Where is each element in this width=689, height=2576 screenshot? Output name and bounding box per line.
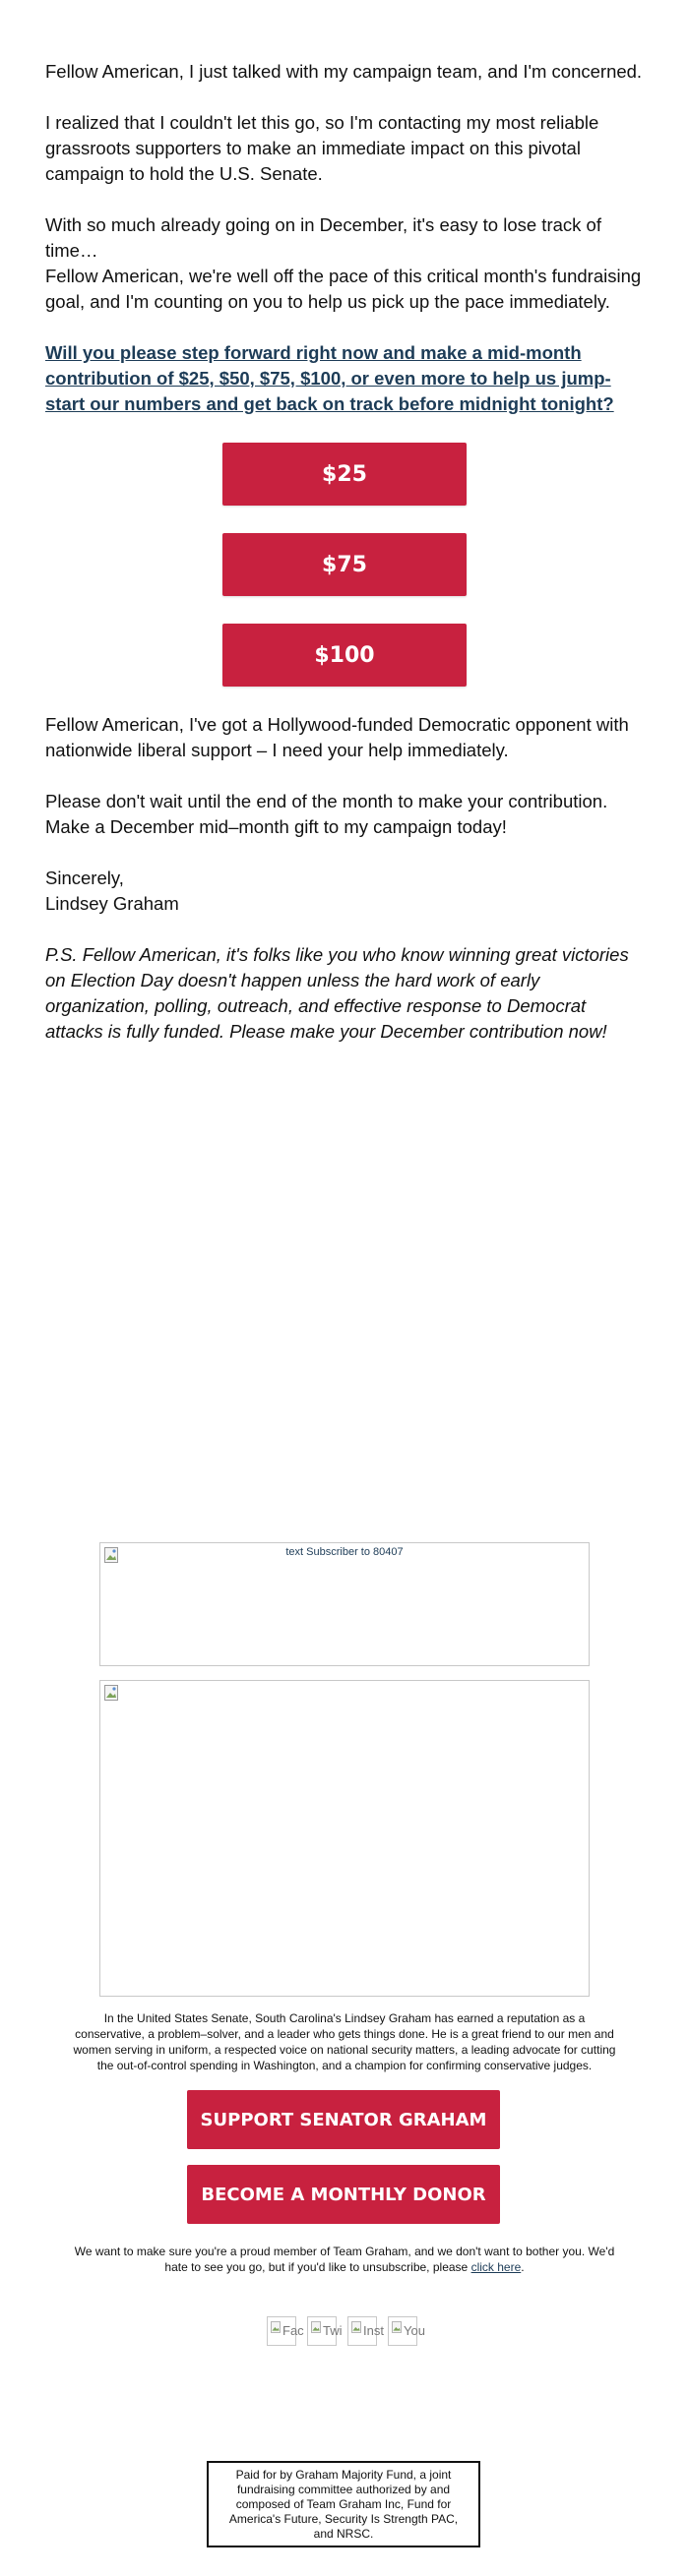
text-subscribe-banner-image[interactable] [99,1542,590,1666]
instagram-icon[interactable] [347,2316,384,2346]
signature-name: Lindsey Graham [45,893,179,914]
twitter-alt-text: Twi [323,2323,343,2338]
unsubscribe-text: We want to make sure you're a proud member of Team Graham, and we don't want to bother you. We'd hate to see you go, but if you'd like to unsubscribe, please [74,2245,615,2274]
letter-paragraph-2: I realized that I couldn't let this go, so I'm contacting my most reliable grassroots supporters to make an immediate impact on this pivotal campaign to hold the U.S. Senate. [45,112,599,184]
donate-100-button[interactable]: $100 [222,624,467,687]
broken-image-icon [271,2321,281,2333]
text-subscribe-alt-text: text Subscriber to 80407 [285,1546,404,1558]
senator-photo-image [99,1680,590,1997]
paid-for-disclaimer: Paid for by Graham Majority Fund, a joint fundraising committee authorized by and composed of Team Graham Inc, Fund for America's Future, Security Is Strength PAC, and NRSC. [207,2461,480,2547]
youtube-alt-text: You [404,2323,425,2338]
letter-paragraph-1: Fellow American, I just talked with my campaign team, and I'm concerned. [45,61,643,82]
donation-ask-link[interactable]: Will you please step forward right now and make a mid-month contribution of $25, $50, $75, $100, or even more to help us jump-start our numbers and get back on track before midnight tonight? [45,342,614,414]
postscript: P.S. Fellow American, it's folks like you who know winning great victories on Election Day doesn't happen unless the hard work of early organization, polling, outreach, and effective response to Democrat attacks is fully funded. Please make your December contribution now! [45,944,629,1042]
broken-image-icon [351,2321,361,2333]
donate-25-button[interactable]: $25 [222,443,467,506]
donate-75-button[interactable]: $75 [222,533,467,596]
support-senator-button[interactable]: SUPPORT SENATOR GRAHAM [187,2090,500,2149]
broken-image-icon [104,1685,118,1701]
letter-paragraph-5: Fellow American, I've got a Hollywood-funded Democratic opponent with nationwide liberal support – I need your help immediately. [45,714,629,760]
closing-line: Sincerely, [45,868,124,888]
twitter-icon[interactable] [307,2316,343,2346]
unsubscribe-notice [69,2244,620,2275]
letter-paragraph-6: Please don't wait until the end of the month to make your contribution. Make a December mid–month gift to my campaign today! [45,791,608,837]
broken-image-icon [392,2321,402,2333]
unsubscribe-period: . [521,2260,525,2274]
broken-image-icon [311,2321,321,2333]
letter-paragraph-3: With so much already going on in December, it's easy to lose track of time… [45,214,601,261]
facebook-alt-text: Fac [282,2323,304,2338]
facebook-icon[interactable] [267,2316,304,2346]
monthly-donor-button[interactable]: BECOME A MONTHLY DONOR [187,2165,500,2224]
instagram-alt-text: Inst [363,2323,384,2338]
letter-paragraph-4: Fellow American, we're well off the pace of this critical month's fundraising goal, and I'm counting on you to help us pick up the pace immediately. [45,266,642,312]
unsubscribe-link[interactable]: click here [470,2260,522,2274]
senator-bio: In the United States Senate, South Carolina's Lindsey Graham has earned a reputation as a conservative, a problem–solver, and a leader who gets things done. He is a great friend to our men and women serving in uniform, a respected voice on national security matters, a leading advocate for cutting the out-of-control spending in Washington, and a champion for confirming conservative judges. [73,2011,616,2072]
youtube-icon[interactable] [388,2316,425,2346]
